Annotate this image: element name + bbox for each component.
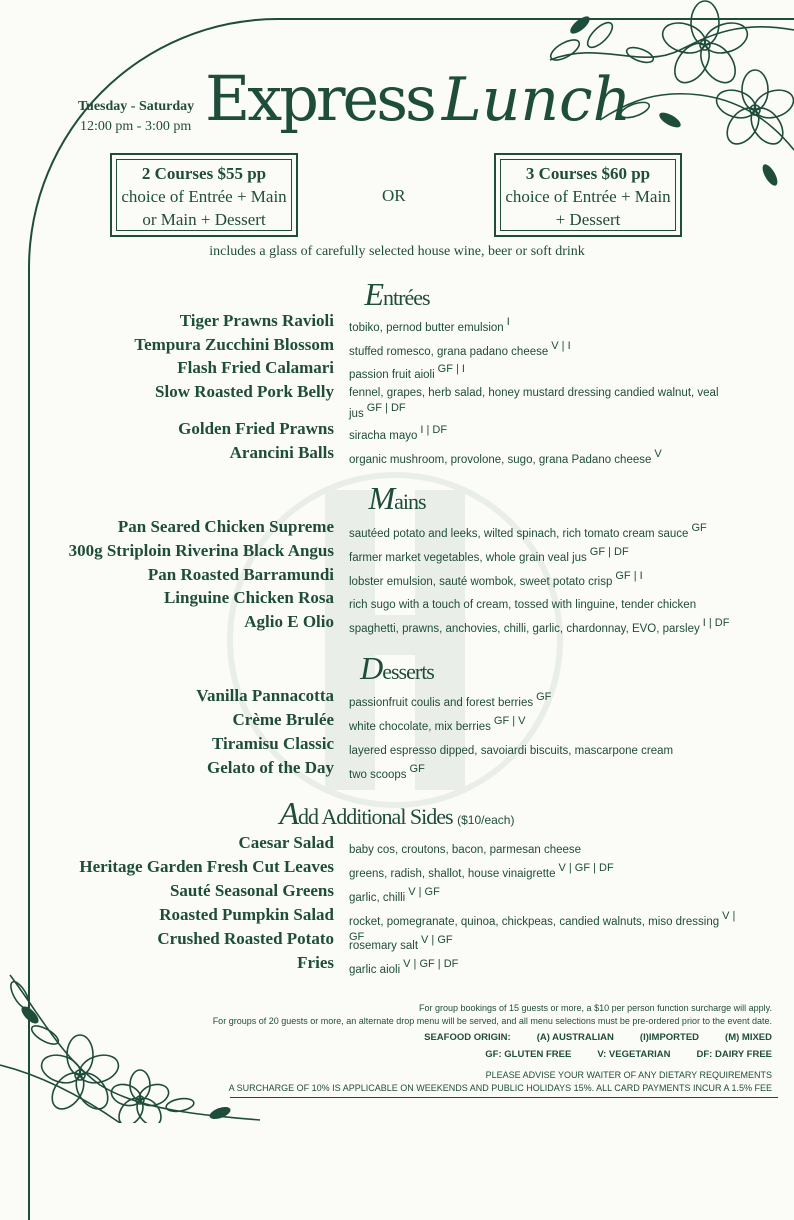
footer-seafood-origin: SEAFOOD ORIGIN: (A) AUSTRALIAN (I)IMPORTED (M) MIXED bbox=[424, 1032, 772, 1043]
section-desserts-heading: Desserts bbox=[360, 650, 434, 686]
section-sides-heading: Add Additional Sides ($10/each) bbox=[279, 795, 515, 831]
offer-includes: includes a glass of carefully selected house wine, beer or soft drink bbox=[209, 244, 585, 259]
offer-two-courses bbox=[110, 153, 298, 237]
offer-three-courses bbox=[494, 153, 682, 237]
offer-three-line1: choice of Entrée + Main bbox=[505, 187, 671, 206]
section-mains-heading: Mains bbox=[368, 480, 426, 516]
floral-decoration-bottom-left bbox=[0, 955, 260, 1123]
footer-group-15: For group bookings of 15 guests or more, a $10 per person function surcharge will apply. bbox=[418, 1003, 772, 1013]
footer-advise: PLEASE ADVISE YOUR WAITER OF ANY DIETARY REQUIREMENTS bbox=[485, 1070, 772, 1080]
offer-two-line1: choice of Entrée + Main bbox=[121, 187, 287, 206]
footer-rule bbox=[230, 1097, 778, 1098]
footer-group-20: For groups of 20 guests or more, an alternate drop menu will be served, and all menu selections must be pre-ordered prior to the event date. bbox=[212, 1016, 772, 1026]
section-entrees-heading: Entrées bbox=[364, 276, 430, 312]
service-days: Tuesday - Saturday bbox=[78, 99, 195, 114]
offer-or: OR bbox=[382, 186, 406, 205]
title-express: Express bbox=[205, 62, 434, 135]
title-lunch: Lunch bbox=[441, 65, 632, 135]
footer-surcharge: A SURCHARGE OF 10% IS APPLICABLE ON WEEKENDS AND PUBLIC HOLIDAYS 15%. ALL CARD PAYMENTS INCUR A 1.5% FEE bbox=[228, 1083, 772, 1093]
footer-dietary-legend: GF: GLUTEN FREE V: VEGETARIAN DF: DAIRY FREE bbox=[485, 1049, 772, 1060]
offer-two-title: 2 Courses $55 pp bbox=[141, 164, 267, 183]
sides-price-note: ($10/each) bbox=[457, 813, 515, 827]
offer-two-line2: or Main + Dessert bbox=[142, 210, 266, 229]
offer-three-title: 3 Courses $60 pp bbox=[525, 164, 651, 183]
menu-title bbox=[205, 62, 631, 135]
offer-three-line2: + Dessert bbox=[555, 210, 621, 229]
service-hours: 12:00 pm - 3:00 pm bbox=[80, 119, 192, 134]
